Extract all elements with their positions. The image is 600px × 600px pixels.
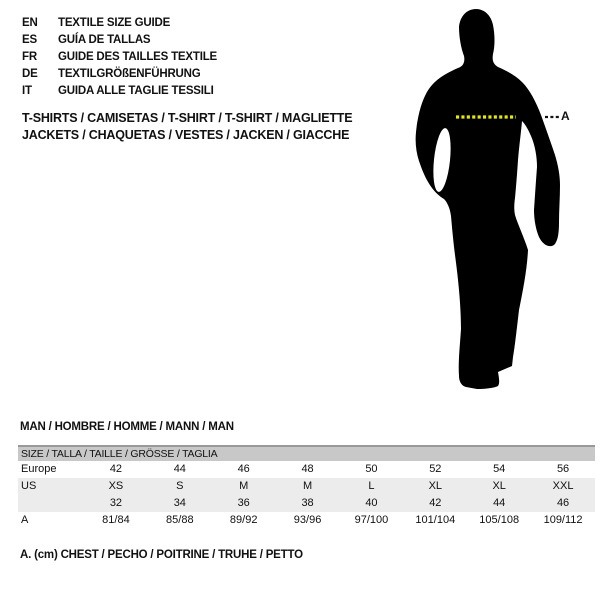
table-cell: 52 bbox=[429, 463, 442, 475]
language-code: IT bbox=[22, 85, 32, 97]
table-cell: L bbox=[368, 480, 375, 492]
language-label: GUIDE DES TAILLES TEXTILE bbox=[58, 51, 217, 63]
row-label bbox=[18, 495, 84, 512]
table-row-us-numeric bbox=[18, 495, 595, 512]
section-label-man: MAN / HOMBRE / HOMME / MANN / MAN bbox=[20, 421, 234, 433]
table-row-chest bbox=[18, 512, 595, 529]
row-label: US bbox=[21, 480, 37, 492]
row-label: Europe bbox=[21, 463, 57, 475]
table-cell: 85/88 bbox=[166, 514, 194, 526]
table-cell: 93/96 bbox=[293, 514, 322, 526]
language-label: GUÍA DE TALLAS bbox=[58, 34, 151, 46]
table-cell: XL bbox=[492, 480, 506, 492]
table-cell: 44 bbox=[173, 463, 186, 475]
table-cell: 44 bbox=[493, 497, 506, 509]
language-code: DE bbox=[22, 68, 38, 80]
table-cell: 46 bbox=[556, 497, 570, 509]
table-cell: XXL bbox=[552, 480, 574, 492]
table-row-us bbox=[18, 478, 595, 495]
table-cell: 54 bbox=[493, 463, 506, 475]
table-cell: 101/104 bbox=[415, 514, 456, 526]
table-cell: M bbox=[239, 480, 249, 492]
language-row-en bbox=[22, 15, 217, 32]
measure-note: A. (cm) CHEST / PECHO / POITRINE / TRUHE / PETTO bbox=[20, 549, 303, 561]
language-code: EN bbox=[22, 17, 38, 29]
table-cell: 38 bbox=[301, 497, 314, 509]
language-code: FR bbox=[22, 51, 37, 63]
table-cell: 42 bbox=[429, 497, 442, 509]
table-cell: 89/92 bbox=[229, 514, 258, 526]
table-cell: 34 bbox=[173, 497, 186, 509]
table-cell: 105/108 bbox=[479, 514, 520, 526]
table-cell: 109/112 bbox=[543, 514, 583, 526]
table-cell: 32 bbox=[109, 497, 123, 509]
table-cell: 36 bbox=[237, 497, 250, 509]
table-cell: XL bbox=[428, 480, 443, 492]
size-table-header: SIZE / TALLA / TAILLE / GRÖSSE / TAGLIA bbox=[18, 447, 595, 461]
table-cell: 97/100 bbox=[354, 514, 389, 526]
man-silhouette bbox=[416, 9, 560, 389]
row-label: A bbox=[21, 514, 29, 526]
man-silhouette-figure bbox=[395, 5, 580, 405]
language-label: TEXTILGRÖßENFÜHRUNG bbox=[58, 68, 201, 80]
category-heading-tshirts: T-SHIRTS / CAMISETAS / T-SHIRT / T-SHIRT / MAGLIETTE bbox=[22, 111, 353, 125]
table-cell: 50 bbox=[365, 463, 378, 475]
category-heading bbox=[22, 110, 352, 144]
language-label: GUIDA ALLE TAGLIE TESSILI bbox=[58, 85, 214, 97]
language-row-it bbox=[22, 83, 217, 100]
language-row-de bbox=[22, 66, 217, 83]
size-table bbox=[18, 445, 595, 529]
table-cell: 42 bbox=[109, 463, 123, 475]
table-cell: S bbox=[176, 480, 184, 492]
category-heading-jackets: JACKETS / CHAQUETAS / VESTES / JACKEN / GIACCHE bbox=[22, 128, 350, 142]
language-guide-list bbox=[22, 15, 217, 100]
table-cell: 48 bbox=[301, 463, 314, 475]
table-cell: M bbox=[302, 480, 313, 492]
chest-measure-label: A bbox=[561, 109, 570, 123]
table-cell: 40 bbox=[365, 497, 378, 509]
table-cell: 46 bbox=[237, 463, 250, 475]
language-row-es bbox=[22, 32, 217, 49]
table-cell: 56 bbox=[556, 463, 570, 475]
table-cell: 81/84 bbox=[102, 514, 130, 526]
language-label: TEXTILE SIZE GUIDE bbox=[58, 17, 171, 29]
table-cell: XS bbox=[108, 480, 124, 492]
table-row-europe bbox=[18, 461, 595, 478]
language-code: ES bbox=[22, 34, 37, 46]
language-row-fr bbox=[22, 49, 217, 66]
